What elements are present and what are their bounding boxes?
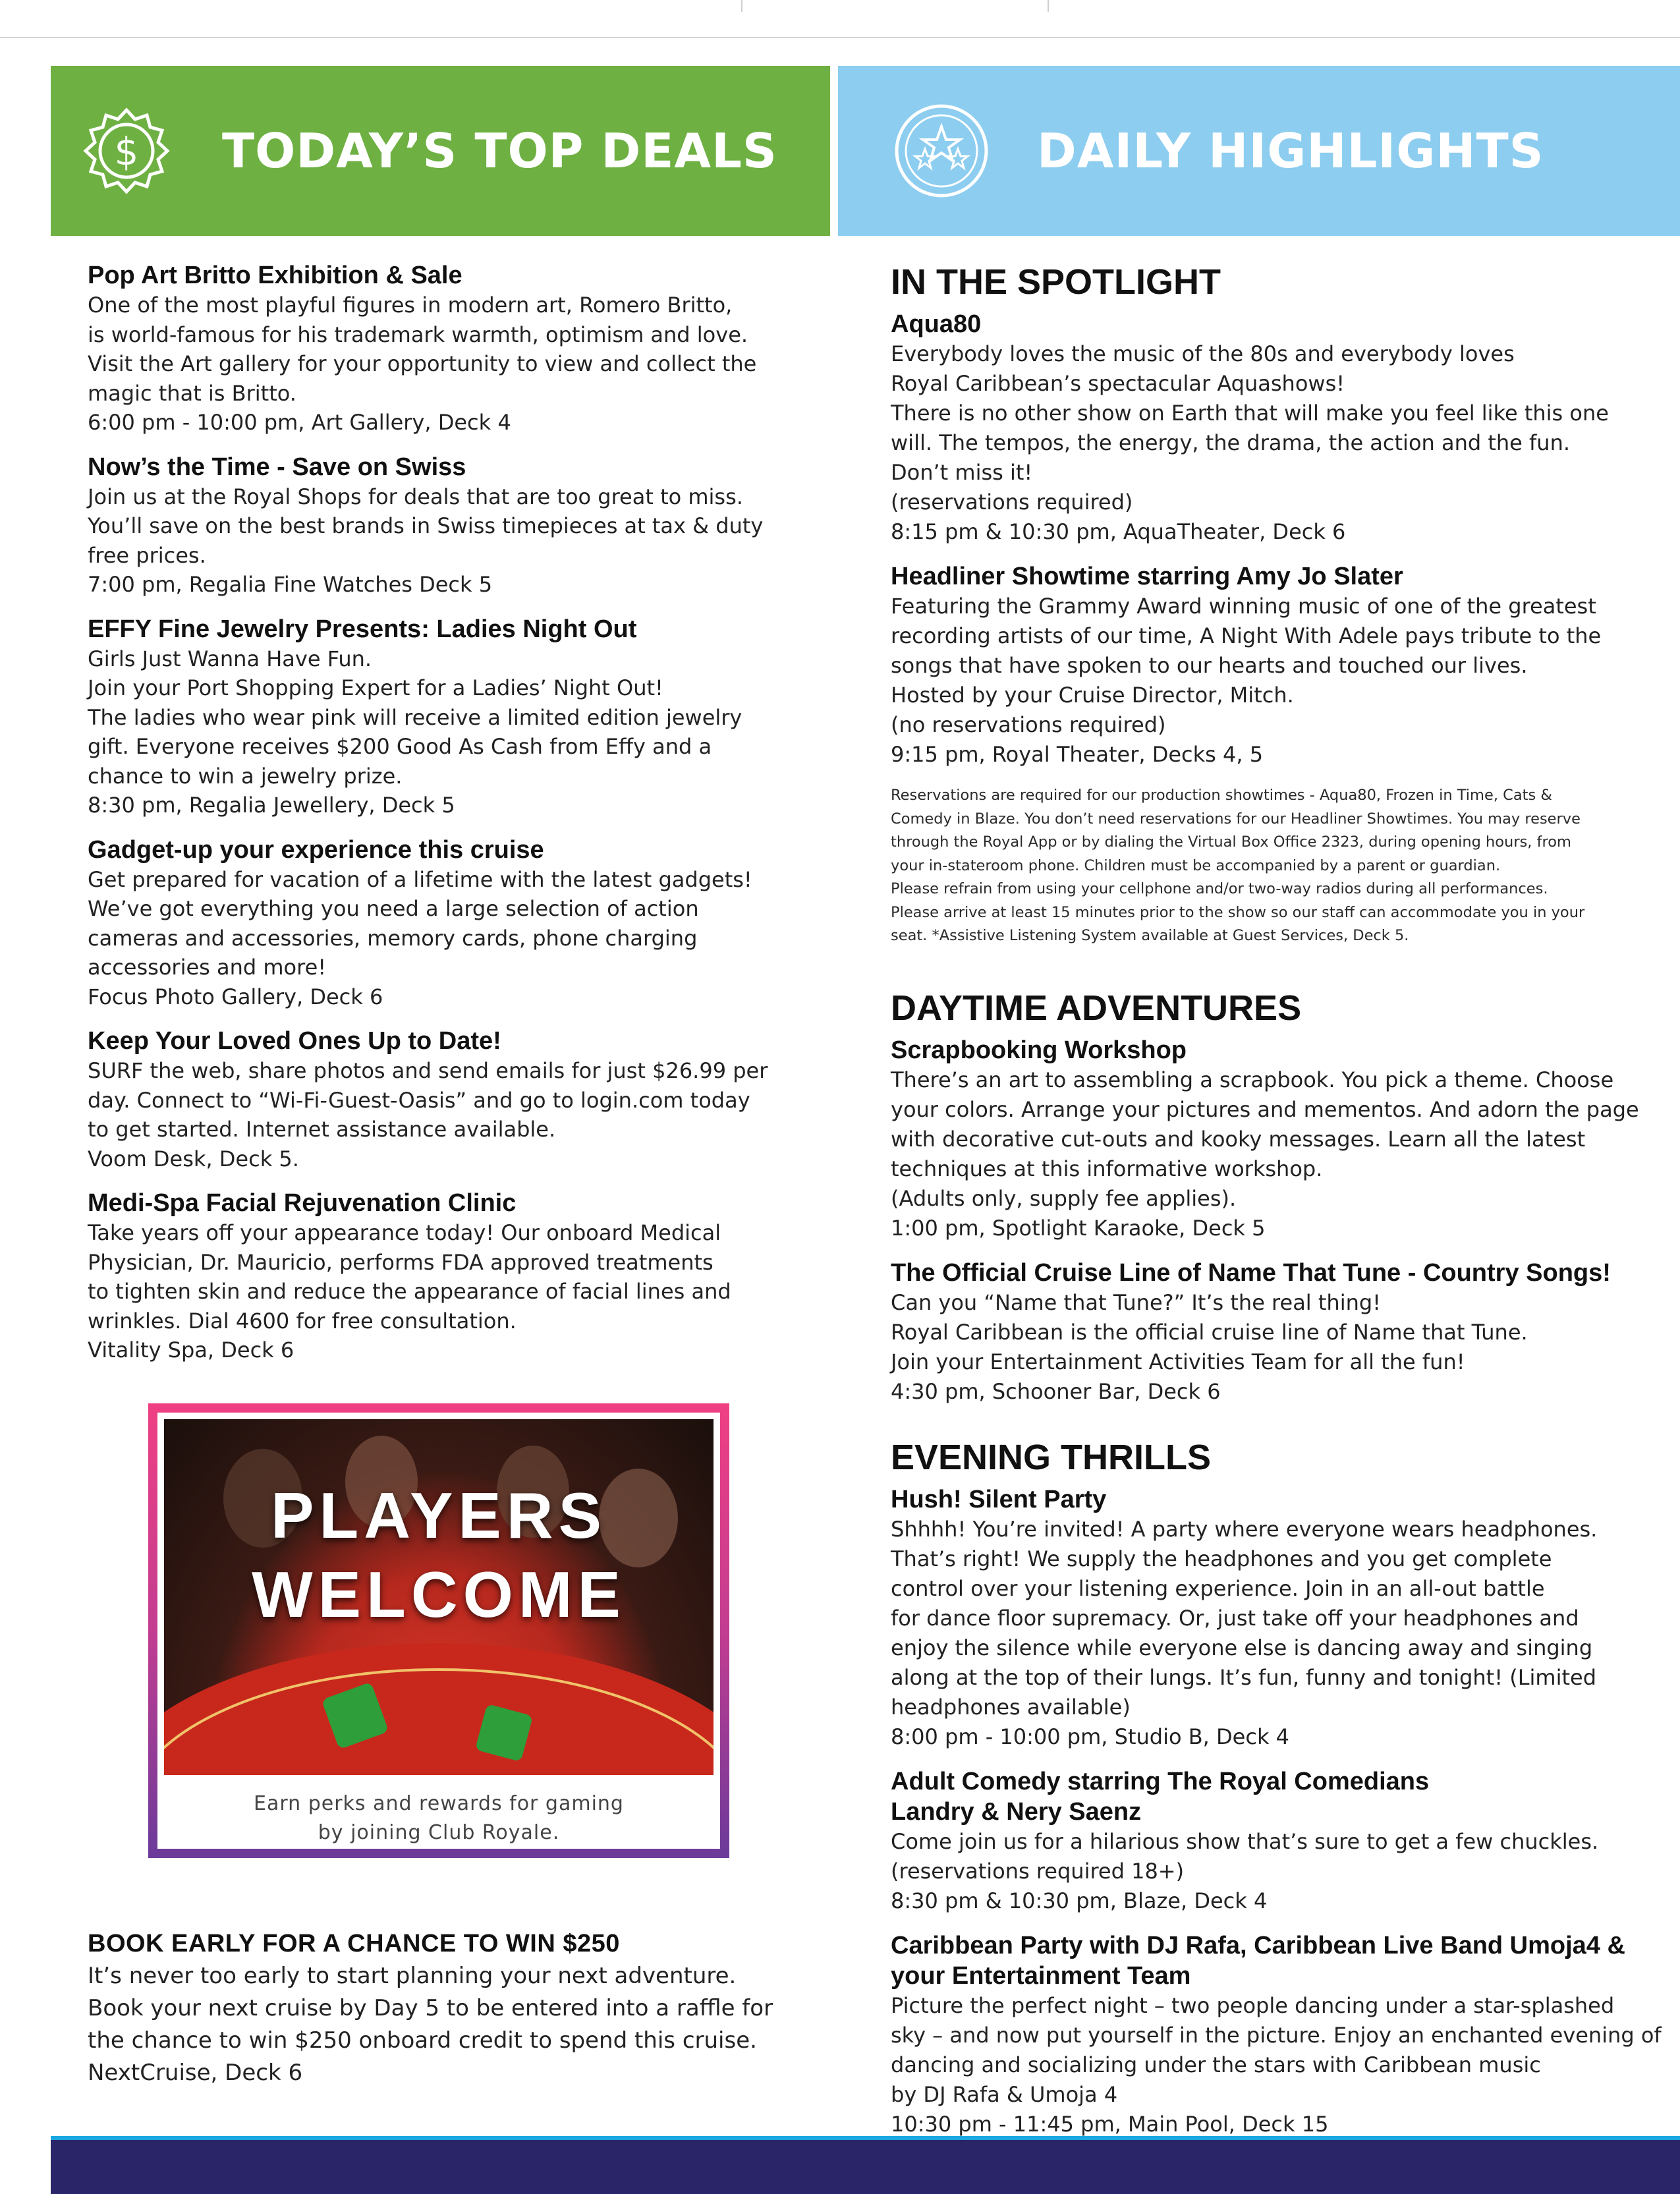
footer-accent (51, 2136, 1680, 2140)
deal-item (88, 452, 799, 600)
spotlight-item-line: (reservations required) (891, 490, 1133, 515)
spotlight-item-line: (no reservations required) (891, 712, 1166, 737)
evening-item-line: (reservations required 18+) (891, 1858, 1185, 1884)
spotlight-item-line: 9:15 pm, Royal Theater, Decks 4, 5 (891, 742, 1264, 767)
evening-item-line: Shhhh! You’re invited! A party where everyone wears headphones. (891, 1516, 1598, 1542)
fineprint-line: Comedy in Blaze. You don’t need reservations for our Headliner Showtimes. You may reserve (891, 810, 1581, 828)
evening-item (891, 1484, 1655, 1752)
evening-item-line: sky – and now put yourself in the picture. Enjoy an enchanted evening of (891, 2022, 1662, 2048)
dollar-badge-icon (77, 101, 176, 200)
deal-item-title: Keep Your Loved Ones Up to Date! (88, 1027, 501, 1055)
deal-item-line: 7:00 pm, Regalia Fine Watches Deck 5 (88, 572, 493, 597)
evening-heading: EVENING THRILLS (891, 1437, 1212, 1477)
promo-caption-line: Earn perks and rewards for gaming (254, 1792, 624, 1815)
book-early-line: the chance to win $250 onboard credit to spend this cruise. (88, 2027, 757, 2054)
deal-item-line: You’ll save on the best brands in Swiss timepieces at tax & duty (88, 513, 764, 538)
deal-item-line: chance to win a jewelry prize. (88, 763, 403, 789)
spotlight-item-line: Everybody loves the music of the 80s and everybody loves (891, 341, 1515, 366)
evening-item-line: dancing and socializing under the stars with Caribbean music (891, 2052, 1541, 2077)
daytime-heading: DAYTIME ADVENTURES (891, 988, 1302, 1028)
deal-item-line: The ladies who wear pink will receive a limited edition jewelry (88, 704, 742, 730)
fineprint-line: seat. *Assistive Listening System available at Guest Services, Deck 5. (891, 927, 1409, 944)
deal-item-line: Girls Just Wanna Have Fun. (88, 646, 372, 671)
spotlight-section (891, 260, 1655, 948)
daytime-item-title: Scrapbooking Workshop (891, 1036, 1187, 1064)
evening-item-line: Picture the perfect night – two people dancing under a star-splashed (891, 1992, 1615, 2018)
daytime-item (891, 1258, 1655, 1407)
deal-item-line: cameras and accessories, memory cards, phone charging (88, 925, 698, 951)
deal-item-line: accessories and more! (88, 955, 327, 980)
book-early-heading: BOOK EARLY FOR A CHANCE TO WIN $250 (88, 1930, 620, 1957)
deal-item-line: Join your Port Shopping Expert for a Ladies’ Night Out! (88, 675, 663, 700)
deal-item-title: EFFY Fine Jewelry Presents: Ladies Night Out (88, 615, 637, 643)
spotlight-item-line: Royal Caribbean’s spectacular Aquashows! (891, 371, 1345, 396)
evening-item-title: Adult Comedy starring The Royal Comedians Landry & Nery Saenz (891, 1767, 1430, 1826)
evening-item-line: control over your listening experience. Join in an all-out battle (891, 1575, 1545, 1601)
fineprint-line: Please refrain from using your cellphone and/or two-way radios during all performances. (891, 880, 1548, 897)
deals-banner-title: TODAY’S TOP DEALS (222, 123, 777, 179)
deal-item-title: Medi-Spa Facial Rejuvenation Clinic (88, 1189, 517, 1217)
top-tick (1048, 0, 1049, 12)
evening-item-line: 8:30 pm & 10:30 pm, Blaze, Deck 4 (891, 1888, 1268, 1913)
top-rule (0, 37, 1680, 38)
evening-item-line: That’s right! We supply the headphones and you get complete (891, 1546, 1552, 1571)
daytime-item-line: with decorative cut-outs and kooky messages. Learn all the latest (891, 1126, 1586, 1152)
deal-item-line: Visit the Art gallery for your opportunity to view and collect the (88, 351, 757, 376)
deal-item (88, 835, 799, 1012)
footer-bar (51, 2136, 1680, 2194)
top-tick (741, 0, 742, 12)
deal-item-line: Join us at the Royal Shops for deals that are too great to miss. (88, 484, 743, 509)
spotlight-item (891, 561, 1655, 770)
spotlight-item-title: Headliner Showtime starring Amy Jo Slater (891, 563, 1403, 590)
daytime-item-line: (Adults only, supply fee applies). (891, 1185, 1237, 1211)
deal-item-line: Take years off your appearance today! Our onboard Medical (88, 1220, 721, 1245)
fineprint-line: your in-stateroom phone. Children must be accompanied by a parent or guardian. (891, 857, 1501, 874)
spotlight-item-line: 8:15 pm & 10:30 pm, AquaTheater, Deck 6 (891, 519, 1346, 544)
daytime-item-line: techniques at this informative workshop. (891, 1156, 1323, 1181)
deal-item-line: SURF the web, share photos and send emails for just $26.99 per (88, 1058, 768, 1083)
deal-item-title: Pop Art Britto Exhibition & Sale (88, 262, 462, 289)
deal-item-title: Gadget-up your experience this cruise (88, 835, 544, 864)
daytime-item-line: 1:00 pm, Spotlight Karaoke, Deck 5 (891, 1215, 1266, 1241)
daytime-item (891, 1035, 1655, 1243)
svg-text:$: $ (114, 129, 139, 174)
deal-item-line: to tighten skin and reduce the appearance of facial lines and (88, 1279, 731, 1304)
deal-item-line: gift. Everyone receives $200 Good As Cash from Effy and a (88, 734, 712, 759)
deal-item-line: magic that is Britto. (88, 380, 296, 406)
spotlight-item-line: recording artists of our time, A Night With Adele pays tribute to the (891, 623, 1602, 648)
deal-item-line: Get prepared for vacation of a lifetime with the latest gadgets! (88, 866, 752, 892)
spotlight-item (891, 309, 1655, 547)
deal-item-line: to get started. Internet assistance available. (88, 1117, 556, 1142)
daytime-item-line: There’s an art to assembling a scrapbook. You pick a theme. Choose (891, 1067, 1614, 1092)
book-early-line: NextCruise, Deck 6 (88, 2060, 303, 2086)
book-early-line: Book your next cruise by Day 5 to be entered into a raffle for (88, 1995, 773, 2021)
promo-caption (157, 1789, 720, 1847)
daytime-item-line: 4:30 pm, Schooner Bar, Deck 6 (891, 1378, 1221, 1404)
deal-item (88, 1188, 799, 1365)
spotlight-item-line: Don’t miss it! (891, 460, 1033, 485)
evening-item-title: Hush! Silent Party (891, 1485, 1107, 1513)
evening-item-line: for dance floor supremacy. Or, just take off your headphones and (891, 1605, 1579, 1631)
daytime-item-line: Join your Entertainment Activities Team for all the fun! (891, 1349, 1465, 1374)
promo-line-2: WELCOME (252, 1558, 626, 1631)
evening-item-line: by DJ Rafa & Umoja 4 (891, 2081, 1118, 2107)
spotlight-item-line: Featuring the Grammy Award winning music of one of the greatest (891, 594, 1596, 619)
highlights-banner (838, 66, 1680, 236)
promo-line-1: PLAYERS (271, 1479, 607, 1552)
deal-item-line: Vitality Spa, Deck 6 (88, 1337, 294, 1363)
highlights-banner-title: DAILY HIGHLIGHTS (1037, 123, 1544, 179)
spotlight-item-line: Hosted by your Cruise Director, Mitch. (891, 683, 1294, 708)
deal-item-line: 8:30 pm, Regalia Jewellery, Deck 5 (88, 793, 455, 818)
deal-item (88, 1026, 799, 1173)
evening-item (891, 1766, 1655, 1916)
evening-item (891, 1930, 1662, 2139)
deal-item-line: is world-famous for his trademark warmth, optimism and love. (88, 322, 748, 347)
daytime-item-line: your colors. Arrange your pictures and mementos. And adorn the page (891, 1096, 1639, 1122)
spotlight-item-title: Aqua80 (891, 310, 982, 338)
stars-badge-icon (892, 101, 991, 200)
deal-item (88, 260, 799, 437)
deal-item-line: free prices. (88, 542, 206, 568)
daytime-item-line: Royal Caribbean is the official cruise line of Name that Tune. (891, 1319, 1528, 1345)
fineprint-line: Please arrive at least 15 minutes prior to the show so our staff can accommodate you in your (891, 903, 1585, 921)
promo-caption-line: by joining Club Royale. (318, 1821, 560, 1844)
deals-banner (51, 66, 830, 236)
players-welcome-promo (148, 1403, 729, 1858)
spotlight-item-line: songs that have spoken to our hearts and touched our lives. (891, 653, 1528, 678)
deal-item (88, 614, 799, 820)
deal-item-title: Now’s the Time - Save on Swiss (88, 453, 466, 481)
evening-item-line: 10:30 pm - 11:45 pm, Main Pool, Deck 15 (891, 2111, 1329, 2137)
evening-item-line: 8:00 pm - 10:00 pm, Studio B, Deck 4 (891, 1724, 1289, 1749)
deal-item-line: We’ve got everything you need a large selection of action (88, 896, 699, 921)
highlights-column (891, 260, 1662, 2154)
casino-photo (164, 1419, 714, 1775)
daytime-item-line: Can you “Name that Tune?” It’s the real thing! (891, 1289, 1381, 1315)
deal-item-line: 6:00 pm - 10:00 pm, Art Gallery, Deck 4 (88, 410, 511, 435)
spotlight-item-line: There is no other show on Earth that will make you feel like this one (891, 401, 1609, 426)
daytime-item-title: The Official Cruise Line of Name That Tune - Country Songs! (891, 1258, 1611, 1287)
evening-item-line: Come join us for a hilarious show that’s sure to get a few chuckles. (891, 1828, 1599, 1854)
book-early-section (88, 1927, 799, 2089)
spotlight-item-line: will. The tempos, the energy, the drama, the action and the fun. (891, 430, 1571, 455)
reservation-fineprint (891, 784, 1655, 948)
deal-item-line: Physician, Dr. Mauricio, performs FDA approved treatments (88, 1249, 714, 1275)
deals-list (88, 260, 799, 1380)
spotlight-heading: IN THE SPOTLIGHT (891, 262, 1221, 302)
deal-item-line: day. Connect to “Wi-Fi-Guest-Oasis” and go to login.com today (88, 1087, 750, 1113)
fineprint-line: Reservations are required for our production showtimes - Aqua80, Frozen in Time, Cats & (891, 787, 1552, 804)
evening-item-line: enjoy the silence while everyone else is dancing away and singing (891, 1635, 1593, 1660)
deal-item-line: wrinkles. Dial 4600 for free consultation. (88, 1308, 517, 1334)
deal-item-line: Focus Photo Gallery, Deck 6 (88, 984, 383, 1009)
daytime-section (891, 986, 1655, 1407)
deal-item-line: Voom Desk, Deck 5. (88, 1146, 299, 1171)
book-early-line: It’s never too early to start planning your next adventure. (88, 1963, 737, 1989)
evening-section (891, 1436, 1662, 2139)
deal-item-line: One of the most playful figures in modern art, Romero Britto, (88, 293, 733, 318)
evening-item-line: along at the top of their lungs. It’s fun, funny and tonight! (Limited (891, 1664, 1597, 1690)
fineprint-line: through the Royal App or by dialing the Virtual Box Office 2323, during opening hours, from (891, 833, 1571, 851)
evening-item-title: Caribbean Party with DJ Rafa, Caribbean Live Band Umoja4 & your Entertainment Team (891, 1931, 1625, 1990)
evening-item-line: headphones available) (891, 1694, 1131, 1720)
